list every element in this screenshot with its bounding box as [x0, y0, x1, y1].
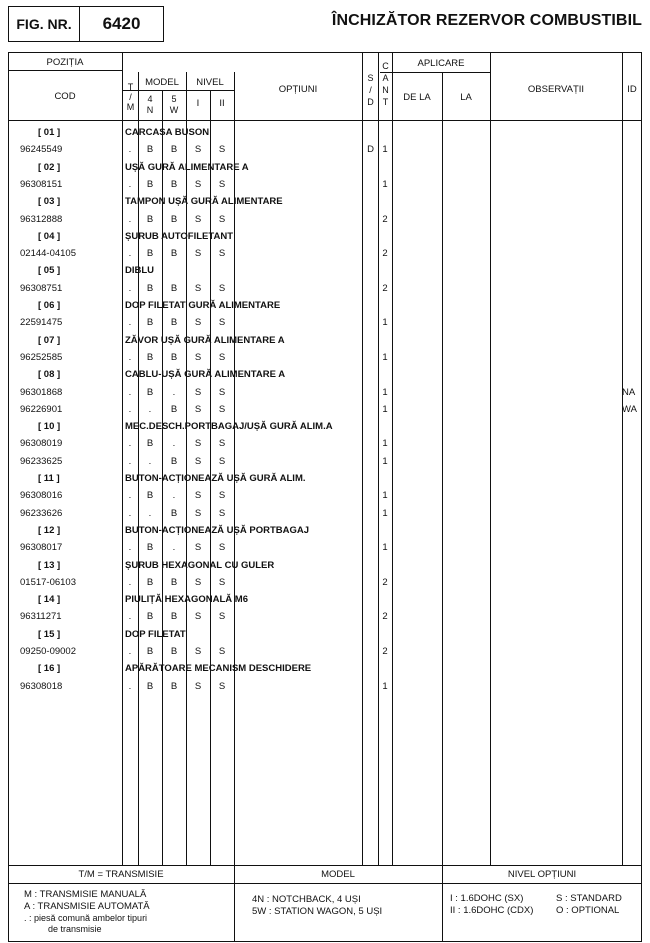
cell-nivel-i: S: [194, 248, 202, 260]
legend-tm-a: A : TRANSMISIE AUTOMATĂ: [24, 901, 150, 912]
cell-4n: B: [146, 213, 154, 225]
col-header-aplicare: APLICARE: [417, 58, 465, 69]
cell-tm: .: [128, 213, 132, 225]
cell-5w: .: [172, 490, 176, 502]
cell-cant: 1: [382, 542, 388, 554]
position-number: [ 01 ]: [38, 127, 61, 138]
part-description: PIULIȚĂ HEXAGONALĂ M6: [125, 594, 248, 606]
cell-cod: 96252585: [20, 351, 63, 363]
cell-5w: B: [170, 351, 178, 363]
position-row: [8, 159, 642, 176]
cell-cant: 2: [382, 611, 388, 623]
cell-nivel-ii: S: [218, 507, 226, 519]
cell-nivel-ii: S: [218, 144, 226, 156]
col-header-cant: C A N T: [382, 61, 389, 107]
cell-cant: 2: [382, 646, 388, 657]
cell-cant: 2: [382, 282, 388, 294]
position-number: [ 11 ]: [38, 473, 60, 484]
cell-tm: .: [128, 490, 132, 502]
cell-cant: 1: [382, 490, 388, 502]
cell-4n: B: [146, 144, 154, 156]
part-row: [8, 280, 642, 297]
part-row: [8, 678, 642, 695]
part-description: DOP FILETAT: [125, 628, 186, 640]
cell-5w: B: [170, 178, 178, 190]
position-row: [8, 557, 642, 574]
cell-cant: 2: [382, 576, 388, 588]
col-header-4n: 4 N: [146, 94, 154, 115]
cell-tm: .: [128, 507, 132, 519]
position-row: [8, 297, 642, 314]
position-number: [ 15 ]: [38, 628, 61, 640]
col-header-5w: 5 W: [169, 94, 179, 115]
cell-tm: .: [128, 351, 132, 363]
legend-model-4n: 4N : NOTCHBACK, 4 UȘI: [252, 894, 361, 905]
cell-cod: 96233625: [20, 455, 63, 467]
cell-4n: B: [146, 576, 154, 588]
cell-nivel-ii: S: [218, 282, 226, 294]
position-number: [ 06 ]: [38, 300, 61, 311]
cell-cant: 1: [382, 317, 388, 329]
cell-id: WA: [622, 403, 637, 415]
position-row: [8, 418, 642, 435]
cell-cod: 96226901: [20, 403, 63, 415]
cell-tm: .: [128, 248, 132, 260]
part-row: [8, 453, 642, 470]
cell-tm: .: [128, 611, 132, 623]
cell-nivel-ii: S: [218, 351, 226, 363]
cell-nivel-ii: S: [218, 611, 226, 623]
legend-tm-dot2: de transmisie: [48, 924, 102, 934]
col-header-la: LA: [460, 92, 472, 103]
position-number: [ 10 ]: [38, 421, 61, 433]
legend-top-line: [8, 865, 642, 866]
cell-nivel-i: S: [194, 282, 202, 294]
cell-nivel-ii: S: [218, 438, 226, 450]
cell-nivel-ii: S: [218, 248, 226, 260]
cell-tm: .: [128, 144, 132, 156]
legend-nivel-ii: II : 1.6DOHC (CDX): [450, 905, 534, 916]
cell-tm: .: [128, 386, 132, 398]
position-number: [ 12 ]: [38, 524, 61, 536]
position-number: [ 16 ]: [38, 663, 61, 675]
cell-nivel-i: S: [194, 386, 202, 398]
legend-model-5w: 5W : STATION WAGON, 5 UȘI: [252, 906, 383, 917]
cell-cod: 02144-04105: [20, 248, 76, 260]
cell-cant: 1: [382, 438, 388, 450]
fig-number: 6420: [80, 6, 164, 42]
col-header-optiuni: OPȚIUNI: [278, 84, 318, 95]
cell-5w: B: [170, 248, 178, 260]
legend-tm-dot: . : piesă comună ambelor tipuri: [24, 913, 148, 923]
cell-cant: 1: [382, 386, 388, 398]
cell-cod: 96245549: [20, 144, 63, 156]
cell-4n: B: [146, 317, 154, 329]
cell-cant: 1: [382, 403, 388, 415]
part-row: [8, 141, 642, 158]
position-row: [8, 522, 642, 539]
cell-tm: .: [128, 438, 132, 450]
page-title: ÎNCHIZĂTOR REZERVOR COMBUSTIBIL: [331, 12, 642, 29]
cell-4n: .: [148, 507, 152, 519]
col-header-model: MODEL: [145, 77, 179, 88]
cell-cod: 96308151: [20, 178, 63, 190]
col-header-id: ID: [627, 84, 637, 95]
cell-nivel-ii: S: [218, 542, 226, 554]
cell-nivel-i: S: [194, 455, 202, 467]
col-header-de-la: DE LA: [403, 92, 431, 103]
cell-nivel-i: S: [194, 403, 202, 415]
cell-nivel-ii: S: [218, 455, 226, 467]
cell-nivel-ii: S: [218, 213, 226, 225]
cell-nivel-i: S: [194, 680, 202, 692]
cell-nivel-ii: S: [218, 317, 226, 329]
part-row: [8, 505, 642, 522]
cell-5w: B: [170, 144, 178, 156]
cell-4n: B: [146, 438, 154, 450]
legend-model-title: MODEL: [321, 869, 355, 880]
cell-5w: B: [170, 213, 178, 225]
position-row: [8, 470, 642, 487]
position-number: [ 14 ]: [38, 594, 61, 606]
cell-cant: 1: [382, 351, 388, 363]
cell-cod: 01517-06103: [20, 576, 76, 588]
cell-4n: B: [146, 542, 154, 554]
position-number: [ 13 ]: [38, 559, 61, 571]
cell-cod: 22591475: [20, 317, 63, 329]
cell-nivel-ii: S: [218, 490, 226, 502]
cell-tm: .: [128, 282, 132, 294]
part-row: [8, 643, 642, 660]
cell-5w: B: [170, 576, 178, 588]
part-description: BUTON-ACȚIONEAZĂ UȘĂ GURĂ ALIM.: [125, 473, 306, 484]
cell-nivel-i: S: [194, 213, 202, 225]
part-description: BUTON-ACȚIONEAZĂ UȘĂ PORTBAGAJ: [125, 524, 310, 536]
cell-nivel-ii: S: [218, 680, 226, 692]
position-number: [ 04 ]: [38, 230, 61, 242]
cell-tm: .: [128, 178, 132, 190]
part-row: [8, 608, 642, 625]
part-description: TAMPON UȘĂ GURĂ ALIMENTARE: [125, 196, 283, 208]
cell-4n: .: [148, 455, 152, 467]
part-row: [8, 539, 642, 556]
position-row: [8, 193, 642, 210]
cell-cod: 96233626: [20, 507, 63, 519]
cell-nivel-ii: S: [218, 386, 226, 398]
cell-4n: B: [146, 490, 154, 502]
cell-5w: B: [170, 317, 178, 329]
cell-5w: B: [170, 611, 178, 623]
cell-4n: B: [146, 282, 154, 294]
cell-cant: 1: [382, 144, 388, 156]
position-row: [8, 124, 642, 141]
position-row: [8, 228, 642, 245]
part-row: [8, 435, 642, 452]
cell-nivel-i: S: [194, 507, 202, 519]
cell-cod: 96311271: [20, 611, 62, 623]
position-row: [8, 262, 642, 279]
cell-tm: .: [128, 542, 132, 554]
cell-nivel-i: S: [194, 576, 202, 588]
cell-cant: 1: [382, 455, 388, 467]
part-row: [8, 245, 642, 262]
position-number: [ 02 ]: [38, 161, 61, 173]
cell-nivel-i: S: [194, 144, 202, 156]
cell-cod: 96308016: [20, 490, 63, 502]
legend-tm-title: T/M = TRANSMISIE: [78, 869, 164, 880]
part-description: DOP FILETAT GURĂ ALIMENTARE: [125, 300, 281, 311]
part-description: CARCASA BUSON: [125, 127, 210, 138]
part-row: [8, 176, 642, 193]
legend-nivel-o: O : OPTIONAL: [556, 905, 620, 916]
col-header-observatii: OBSERVAȚII: [527, 84, 585, 95]
part-description: MEC.DESCH.PORTBAGAJ/UȘĂ GURĂ ALIM.A: [125, 421, 333, 433]
cell-5w: B: [170, 646, 178, 657]
position-row: [8, 591, 642, 608]
part-row: [8, 487, 642, 504]
part-description: ȘURUB AUTOFILETANT: [125, 230, 234, 242]
cell-tm: .: [128, 317, 132, 329]
cell-sd: D: [367, 144, 374, 156]
legend-nivel-s: S : STANDARD: [556, 893, 622, 904]
cell-cant: 1: [382, 507, 388, 519]
position-number: [ 05 ]: [38, 265, 61, 277]
cell-nivel-i: S: [194, 542, 202, 554]
position-row: [8, 366, 642, 383]
cell-cant: 1: [382, 680, 388, 692]
position-row: [8, 626, 642, 643]
part-description: CABLU-UȘĂ GURĂ ALIMENTARE A: [125, 369, 286, 381]
cell-nivel-ii: S: [218, 403, 226, 415]
cell-nivel-i: S: [194, 317, 202, 329]
part-description: DIBLU: [125, 265, 155, 277]
cell-5w: .: [172, 438, 176, 450]
col-header-cod: COD: [54, 91, 76, 102]
cell-4n: .: [148, 403, 152, 415]
cell-4n: B: [146, 248, 154, 260]
cell-id: NA: [622, 386, 636, 398]
legend-header-line: [8, 883, 642, 884]
part-description: UȘĂ GURĂ ALIMENTARE A: [125, 161, 249, 173]
position-row: [8, 332, 642, 349]
part-row: [8, 401, 642, 418]
cell-5w: .: [172, 542, 176, 554]
divider: [8, 70, 122, 71]
part-row: [8, 211, 642, 228]
part-row: [8, 384, 642, 401]
cell-nivel-i: S: [194, 178, 202, 190]
col-header-pozitia: POZIȚIA: [46, 57, 84, 68]
cell-nivel-ii: S: [218, 646, 226, 657]
position-number: [ 03 ]: [38, 196, 61, 208]
cell-5w: B: [170, 455, 178, 467]
cell-nivel-i: S: [194, 490, 202, 502]
cell-4n: B: [146, 646, 154, 657]
legend-tm-m: M : TRANSMISIE MANUALĂ: [24, 889, 147, 900]
cell-cod: 96308017: [20, 542, 63, 554]
cell-4n: B: [146, 386, 154, 398]
position-number: [ 08 ]: [38, 369, 61, 381]
cell-tm: .: [128, 403, 132, 415]
cell-nivel-i: S: [194, 646, 202, 657]
cell-cod: 96308018: [20, 680, 63, 692]
cell-5w: B: [170, 507, 178, 519]
cell-nivel-i: S: [194, 438, 202, 450]
cell-cant: 2: [382, 248, 388, 260]
cell-nivel-ii: S: [218, 178, 226, 190]
part-row: [8, 314, 642, 331]
cell-tm: .: [128, 680, 132, 692]
col-header-ii: II: [219, 98, 225, 109]
part-description: ȘURUB HEXAGONAL CU GULER: [125, 559, 275, 571]
part-description: APĂRĂTOARE MECANISM DESCHIDERE: [125, 663, 312, 675]
cell-4n: B: [146, 611, 154, 623]
part-row: [8, 574, 642, 591]
legend-nivel-i: I : 1.6DOHC (SX): [450, 893, 524, 904]
cell-tm: .: [128, 646, 132, 657]
part-description: ZĂVOR UȘĂ GURĂ ALIMENTARE A: [125, 334, 285, 346]
col-header-tm: T / M: [126, 82, 135, 112]
divider: [380, 72, 490, 73]
cell-cod: 96301868: [20, 386, 63, 398]
cell-4n: B: [146, 680, 154, 692]
cell-5w: B: [170, 680, 178, 692]
cell-nivel-i: S: [194, 611, 202, 623]
cell-cod: 96312888: [20, 213, 63, 225]
cell-4n: B: [146, 178, 154, 190]
cell-nivel-ii: S: [218, 576, 226, 588]
legend-nivel-title: NIVEL OPȚIUNI: [507, 869, 577, 880]
cell-4n: B: [146, 351, 154, 363]
cell-cant: 1: [382, 178, 388, 190]
col-header-nivel: NIVEL: [196, 77, 224, 88]
cell-5w: B: [170, 282, 178, 294]
header-bottom-line: [8, 120, 642, 121]
cell-tm: .: [128, 576, 132, 588]
cell-cod: 96308019: [20, 438, 63, 450]
cell-5w: B: [170, 403, 178, 415]
fig-label: FIG. NR.: [8, 6, 80, 42]
part-row: [8, 349, 642, 366]
cell-cant: 2: [382, 213, 388, 225]
cell-5w: .: [172, 386, 176, 398]
position-row: [8, 660, 642, 677]
col-header-i: I: [196, 98, 200, 109]
cell-cod: 09250-09002: [20, 646, 76, 657]
position-number: [ 07 ]: [38, 334, 61, 346]
cell-tm: .: [128, 455, 132, 467]
col-header-sd: S / D: [367, 73, 374, 107]
cell-cod: 96308751: [20, 282, 63, 294]
cell-nivel-i: S: [194, 351, 202, 363]
